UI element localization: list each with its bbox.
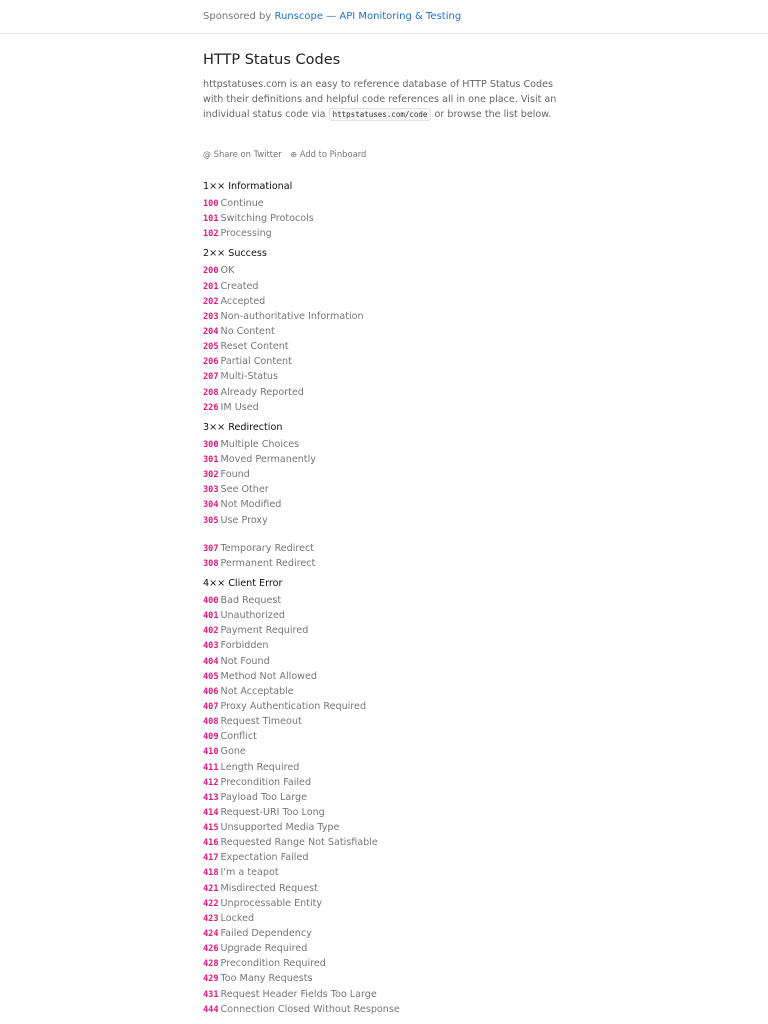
status-code-number-link[interactable]: 402 <box>203 626 219 637</box>
status-code-number-link[interactable]: 424 <box>203 929 219 940</box>
status-code-name-link[interactable]: Misdirected Request <box>220 882 318 894</box>
status-code-item <box>203 684 563 699</box>
status-code-name-link[interactable]: Temporary Redirect <box>220 542 315 554</box>
category-title: 4×× Client Error <box>203 577 283 589</box>
status-code-name-link[interactable]: Connection Closed Without Response <box>220 1003 400 1015</box>
status-code-number-link[interactable]: 201 <box>203 281 219 292</box>
status-code-item <box>203 437 563 452</box>
status-code-number-link[interactable]: 208 <box>203 387 219 398</box>
status-code-item <box>203 263 563 278</box>
status-code-name-link[interactable]: Switching Protocols <box>220 213 314 225</box>
status-code-name-link[interactable]: OK <box>220 265 235 277</box>
intro-after: or browse the list below. <box>431 109 552 120</box>
status-code-name-link[interactable]: Already Reported <box>220 386 304 398</box>
status-code-name-link[interactable]: Precondition Required <box>220 958 326 970</box>
status-code-item <box>203 369 563 384</box>
status-code-name-link[interactable]: Unprocessable Entity <box>220 897 323 909</box>
status-code-number-link[interactable]: 406 <box>203 686 219 697</box>
status-code-item <box>203 729 563 744</box>
status-code-name-link[interactable]: Not Modified <box>220 499 282 511</box>
status-code-name-link[interactable]: Multiple Choices <box>220 438 300 450</box>
status-code-item <box>203 385 563 400</box>
status-code-number-link[interactable]: 412 <box>203 777 219 788</box>
code-list <box>203 196 563 241</box>
status-code-number-link[interactable]: 307 <box>203 543 219 554</box>
sponsor-prefix: Sponsored by <box>203 11 272 22</box>
status-code-item <box>203 556 563 571</box>
status-code-number-link[interactable]: 204 <box>203 326 219 337</box>
status-code-name-link[interactable]: Unsupported Media Type <box>220 822 340 834</box>
status-code-name-link[interactable]: Partial Content <box>220 356 292 368</box>
status-code-name-link[interactable]: Moved Permanently <box>220 453 316 465</box>
status-code-name-link[interactable]: Proxy Authentication Required <box>220 700 367 712</box>
status-code-item <box>203 309 563 324</box>
status-code-name-link[interactable]: Precondition Failed <box>220 776 312 788</box>
status-code-number-link[interactable]: 413 <box>203 792 219 803</box>
status-code-number-link[interactable]: 403 <box>203 641 219 652</box>
status-code-item <box>203 467 563 482</box>
status-code-item <box>203 805 563 820</box>
status-code-number-link[interactable]: 207 <box>203 372 219 383</box>
status-code-item <box>203 881 563 896</box>
status-code-item <box>203 850 563 865</box>
status-code-number-link[interactable]: 429 <box>203 974 219 985</box>
status-code-item <box>203 820 563 835</box>
status-code-number-link[interactable]: 418 <box>203 868 219 879</box>
status-code-number-link[interactable]: 304 <box>203 500 219 511</box>
status-code-name-link[interactable]: Locked <box>220 912 255 924</box>
status-code-number-link[interactable]: 407 <box>203 701 219 712</box>
url-pattern-code: httpstatuses.com/code <box>329 108 432 121</box>
status-code-item <box>203 835 563 850</box>
status-code-number-link[interactable]: 101 <box>203 214 219 225</box>
main-content <box>203 48 563 1022</box>
share-twitter-link[interactable] <box>203 149 284 159</box>
status-code-item <box>203 226 563 241</box>
status-code-name-link[interactable]: Request-URI Too Long <box>220 806 325 818</box>
status-code-name-link[interactable]: I'm a teapot <box>220 867 279 879</box>
status-code-number-link[interactable]: 428 <box>203 959 219 970</box>
status-code-name-link[interactable]: Unauthorized <box>220 610 285 622</box>
intro-text <box>203 77 563 122</box>
status-code-item <box>203 1002 563 1017</box>
status-code-number-link[interactable]: 205 <box>203 342 219 353</box>
status-code-name-link[interactable]: Too Many Requests <box>220 973 313 985</box>
status-code-item <box>203 987 563 1002</box>
status-code-name-link[interactable]: Created <box>220 280 259 292</box>
status-code-number-link[interactable]: 300 <box>203 439 219 450</box>
status-code-number-link[interactable]: 303 <box>203 485 219 496</box>
status-code-item <box>203 294 563 309</box>
intro-before: httpstatuses.com is an easy to reference database of HTTP Status Codes with their definitions and helpful code references all in one place. Visit an individual status code via <box>203 79 557 120</box>
status-code-name-link[interactable]: Found <box>220 469 250 481</box>
status-code-name-link[interactable]: Payment Required <box>220 625 309 637</box>
status-code-item <box>203 339 563 354</box>
status-code-item <box>203 654 563 669</box>
status-code-number-link[interactable]: 308 <box>203 558 219 569</box>
status-code-name-link[interactable]: Gone <box>220 746 246 758</box>
status-code-number-link[interactable]: 415 <box>203 823 219 834</box>
status-code-number-link[interactable]: 423 <box>203 913 219 924</box>
status-code-item <box>203 638 563 653</box>
status-code-name-link[interactable]: Length Required <box>220 761 300 773</box>
code-list <box>203 437 563 571</box>
status-code-number-link[interactable]: 444 <box>203 1004 219 1015</box>
status-code-number-link[interactable]: 417 <box>203 853 219 864</box>
share-row <box>203 149 563 161</box>
status-code-item <box>203 760 563 775</box>
status-code-number-link[interactable]: 426 <box>203 944 219 955</box>
status-code-name-link[interactable]: Accepted <box>220 295 266 307</box>
status-code-item <box>203 775 563 790</box>
at-icon: @ <box>203 150 211 159</box>
status-code-name-link[interactable]: Multi-Status <box>220 371 279 383</box>
status-code-number-link[interactable]: 416 <box>203 838 219 849</box>
status-code-number-link[interactable]: 431 <box>203 989 219 1000</box>
status-code-name-link[interactable]: Method Not Allowed <box>220 670 318 682</box>
status-code-number-link[interactable]: 102 <box>203 229 219 240</box>
status-code-number-link[interactable]: 200 <box>203 266 219 277</box>
status-code-name-link[interactable]: Request Timeout <box>220 716 302 728</box>
category-title: 2×× Success <box>203 248 267 260</box>
status-code-number-link[interactable]: 405 <box>203 671 219 682</box>
status-code-name-link[interactable]: Upgrade Required <box>220 943 308 955</box>
share-twitter-label: Share on Twitter <box>213 149 282 159</box>
status-code-name-link[interactable]: Failed Dependency <box>220 928 312 940</box>
status-code-item <box>203 354 563 369</box>
status-code-number-link[interactable]: 100 <box>203 199 219 209</box>
status-code-item <box>203 971 563 986</box>
status-code-item <box>203 541 563 556</box>
status-code-number-link[interactable]: 305 <box>203 515 219 526</box>
status-code-item <box>203 593 563 608</box>
status-category <box>203 420 563 571</box>
status-code-item <box>203 699 563 714</box>
status-category <box>203 179 563 241</box>
status-code-item <box>203 926 563 941</box>
status-category <box>203 576 563 1017</box>
status-code-item <box>203 714 563 729</box>
status-category <box>203 246 563 414</box>
status-code-number-link[interactable]: 226 <box>203 402 219 413</box>
status-code-number-link[interactable]: 206 <box>203 357 219 368</box>
status-code-item <box>203 482 563 497</box>
status-code-item <box>203 608 563 623</box>
status-code-item <box>203 211 563 226</box>
status-code-number-link[interactable]: 400 <box>203 595 219 606</box>
status-code-item <box>203 744 563 759</box>
status-code-number-link[interactable]: 414 <box>203 807 219 818</box>
status-code-item <box>203 956 563 971</box>
status-code-name-link[interactable]: Not Acceptable <box>220 685 294 697</box>
status-code-name-link[interactable]: Use Proxy <box>220 514 268 526</box>
status-code-name-link[interactable]: Processing <box>220 228 272 240</box>
status-code-number-link[interactable]: 410 <box>203 747 219 758</box>
sponsor-link[interactable]: Runscope — API Monitoring & Testing <box>274 11 462 22</box>
status-code-name-link[interactable]: Non-authoritative Information <box>220 310 364 322</box>
status-code-name-link[interactable]: IM Used <box>220 401 259 413</box>
status-code-item <box>203 911 563 926</box>
status-code-name-link[interactable]: Request Header Fields Too Large <box>220 988 377 1000</box>
status-code-item <box>203 196 563 211</box>
status-code-name-link[interactable]: Permanent Redirect <box>220 557 316 569</box>
add-pinboard-label: Add to Pinboard <box>299 149 367 159</box>
status-code-name-link[interactable]: Expectation Failed <box>220 852 309 864</box>
status-code-sections <box>203 179 563 1017</box>
status-code-name-link[interactable]: See Other <box>220 484 269 496</box>
category-title: 3×× Redirection <box>203 421 283 433</box>
status-code-item <box>203 279 563 294</box>
status-code-item <box>203 400 563 415</box>
plus-circle-icon: ⊕ <box>290 150 298 159</box>
status-code-item <box>203 941 563 956</box>
status-code-name-link[interactable]: No Content <box>220 325 275 337</box>
status-code-number-link[interactable]: 302 <box>203 470 219 481</box>
code-list <box>203 593 563 1017</box>
status-code-item <box>203 324 563 339</box>
code-list <box>203 263 563 414</box>
status-code-name-link[interactable]: Payload Too Large <box>220 791 308 803</box>
status-code-item <box>203 896 563 911</box>
status-code-name-link[interactable]: Bad Request <box>220 594 282 606</box>
category-title: 1×× Informational <box>203 181 293 192</box>
status-code-number-link[interactable]: 202 <box>203 296 219 307</box>
status-code-item <box>203 669 563 684</box>
status-code-number-link[interactable]: 409 <box>203 732 219 743</box>
status-code-number-link[interactable]: 408 <box>203 717 219 728</box>
status-code-item <box>203 623 563 638</box>
status-code-item <box>203 865 563 880</box>
status-code-number-link[interactable]: 421 <box>203 883 219 894</box>
status-code-number-link[interactable]: 411 <box>203 762 219 773</box>
status-code-number-link[interactable]: 301 <box>203 454 219 465</box>
status-code-name-link[interactable]: Forbidden <box>220 640 269 652</box>
status-code-name-link[interactable]: Requested Range Not Satisfiable <box>220 837 378 849</box>
status-code-item <box>203 452 563 467</box>
status-code-number-link[interactable]: 401 <box>203 611 219 622</box>
status-code-name-link[interactable]: Continue <box>220 198 264 209</box>
page-title: HTTP Status Codes <box>203 52 341 68</box>
status-code-name-link[interactable]: Conflict <box>220 731 257 743</box>
status-code-item <box>203 790 563 805</box>
status-code-item <box>203 513 563 528</box>
status-code-number-link[interactable]: 404 <box>203 656 219 667</box>
add-pinboard-link[interactable] <box>290 149 366 159</box>
status-code-number-link[interactable]: 203 <box>203 311 219 322</box>
status-code-item <box>203 497 563 512</box>
status-code-name-link[interactable]: Reset Content <box>220 341 289 353</box>
sponsor-bar <box>0 0 768 34</box>
status-code-name-link[interactable]: Not Found <box>220 655 270 667</box>
status-code-number-link[interactable]: 422 <box>203 898 219 909</box>
